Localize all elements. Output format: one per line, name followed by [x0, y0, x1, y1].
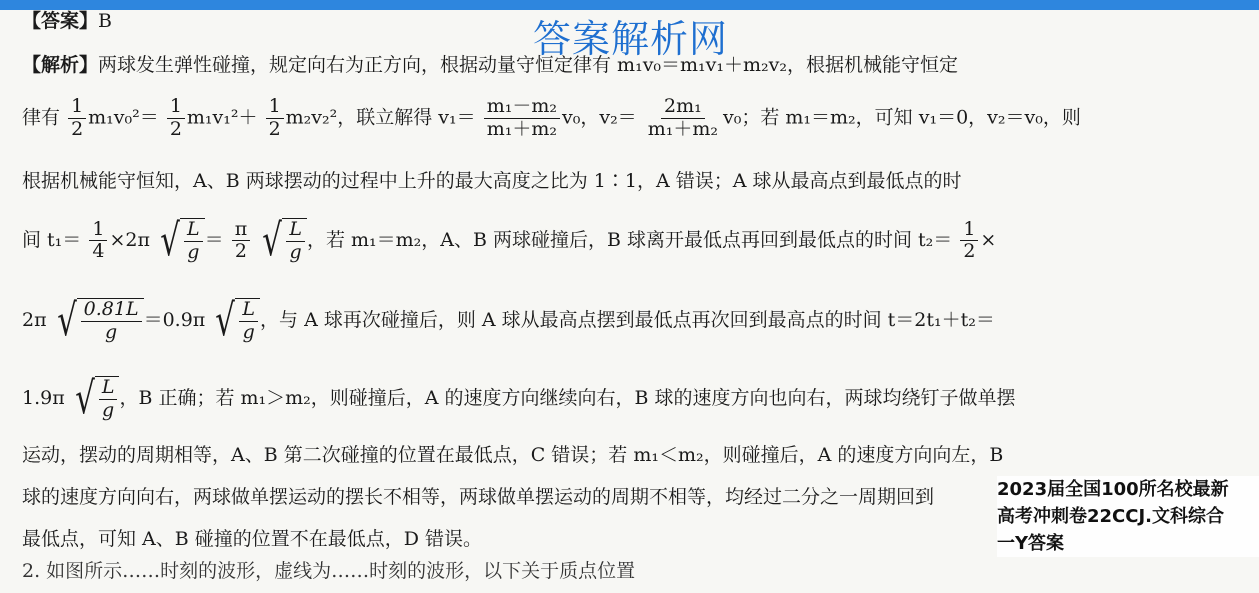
text: ＝0.9π — [143, 308, 206, 331]
analysis-line-5 — [22, 294, 995, 346]
fraction — [960, 219, 978, 264]
num: 1 — [89, 219, 107, 242]
fraction — [167, 96, 185, 141]
analysis-label: 【解析】 — [22, 54, 99, 76]
num: 1 — [167, 96, 185, 119]
den: g — [102, 398, 115, 421]
analysis-line-4 — [22, 214, 997, 266]
den: g — [187, 240, 200, 263]
fraction — [232, 219, 251, 264]
num: 0.81L — [81, 299, 142, 322]
den: 2 — [963, 240, 976, 263]
analysis-line-2 — [22, 96, 1081, 141]
note-line-2: 高考冲刺卷22CCJ.文科综合 — [997, 506, 1225, 527]
analysis-line-6 — [22, 372, 1016, 424]
sqrt: √ $\frac{L}{g}$ — [156, 218, 205, 264]
text: 1.9π — [22, 386, 65, 409]
analysis-line-7: 运动，摆动的周期相等，A、B 第二次碰撞的位置在最低点，C 错误；若 m₁＜m₂，则碰撞后，A 的速度方向向左，B — [22, 444, 1004, 466]
fraction — [266, 96, 284, 141]
analysis-line-3: 根据机械能守恒知，A、B 两球摆动的过程中上升的最大高度之比为 1∶1，A 错误；A 球从最高点到最低点的时 — [22, 170, 962, 192]
den: m₁＋m₂ — [486, 117, 557, 140]
text: 2π — [22, 308, 47, 331]
text: 2. 如图所示……时刻的波形，虚线为……时刻的波形，以下关于质点位置 — [22, 560, 636, 582]
answer-label: 【答案】 — [22, 10, 99, 32]
note-line-3: 一Y答案 — [997, 533, 1065, 554]
num: m₁－m₂ — [484, 96, 560, 119]
sqrt: √ $\frac{0.81L}{g}$ — [53, 298, 144, 344]
sqrt: √ $\frac{L}{g}$ — [211, 298, 260, 344]
num: 1 — [266, 96, 284, 119]
analysis-line-9: 最低点，可知 A、B 碰撞的位置不在最低点，D 错误。 — [22, 528, 483, 550]
text: v₀，v₂＝ — [561, 106, 637, 129]
den: 2 — [268, 117, 281, 140]
num: L — [184, 219, 203, 242]
num: L — [239, 299, 258, 322]
num: L — [286, 219, 305, 242]
text: 间 t₁＝ — [22, 228, 82, 251]
fraction — [645, 96, 721, 141]
text: 律有 — [22, 106, 61, 129]
text: × — [980, 228, 997, 251]
text: 两球发生弹性碰撞，规定向右为正方向，根据动量守恒定律有 m₁v₀＝m₁v₁＋m₂v₂，根据机械能守恒定 — [98, 54, 959, 76]
den: 2 — [169, 117, 182, 140]
num: 1 — [960, 219, 978, 242]
text: m₂v₂²，联立解得 v₁＝ — [285, 106, 476, 129]
text: ×2π — [109, 228, 150, 251]
watermark: 答案解析网 — [533, 17, 729, 61]
den: 2 — [71, 117, 84, 140]
den: g — [289, 240, 302, 263]
den: g — [105, 320, 118, 343]
den: 4 — [92, 240, 105, 263]
fraction — [68, 96, 86, 141]
num: L — [99, 377, 118, 400]
analysis-line-1 — [22, 56, 958, 75]
sqrt: √ $\frac{L}{g}$ — [258, 218, 307, 264]
text: m₁v₀²＝ — [88, 106, 159, 129]
answer-line — [22, 12, 112, 31]
num: 1 — [68, 96, 86, 119]
analysis-line-8: 球的速度方向向右，两球做单摆运动的摆长不相等，两球做单摆运动的周期不相等，均经过二分之一周期回到 — [22, 486, 935, 508]
text: ＝ — [204, 228, 224, 251]
fraction — [484, 96, 560, 141]
next-question-fragment — [0, 560, 1259, 582]
text: ，若 m₁＝m₂，A、B 两球碰撞后，B 球离开最低点再回到最低点的时间 t₂＝ — [306, 228, 953, 251]
sqrt: √ $\frac{L}{g}$ — [71, 376, 120, 422]
den: g — [242, 320, 255, 343]
num: π — [232, 219, 251, 242]
corner-watermark-note — [997, 476, 1259, 557]
text: v₀；若 m₁＝m₂，可知 v₁＝0，v₂＝v₀，则 — [723, 106, 1081, 129]
den: 2 — [234, 240, 248, 263]
text: ，与 A 球再次碰撞后，则 A 球从最高点摆到最低点再次回到最高点的时间 t＝2t₁＋t₂＝ — [260, 308, 995, 331]
num: 2m₁ — [661, 96, 705, 119]
note-line-1: 2023届全国100所名校最新 — [997, 479, 1229, 500]
answer-value: B — [98, 10, 112, 32]
text: ，B 正确；若 m₁＞m₂，则碰撞后，A 的速度方向继续向右，B 球的速度方向也向右，两球均绕钉子做单摆 — [119, 386, 1016, 409]
text: m₁v₁²＋ — [186, 106, 258, 129]
den: m₁＋m₂ — [647, 117, 719, 140]
fraction — [89, 219, 107, 264]
